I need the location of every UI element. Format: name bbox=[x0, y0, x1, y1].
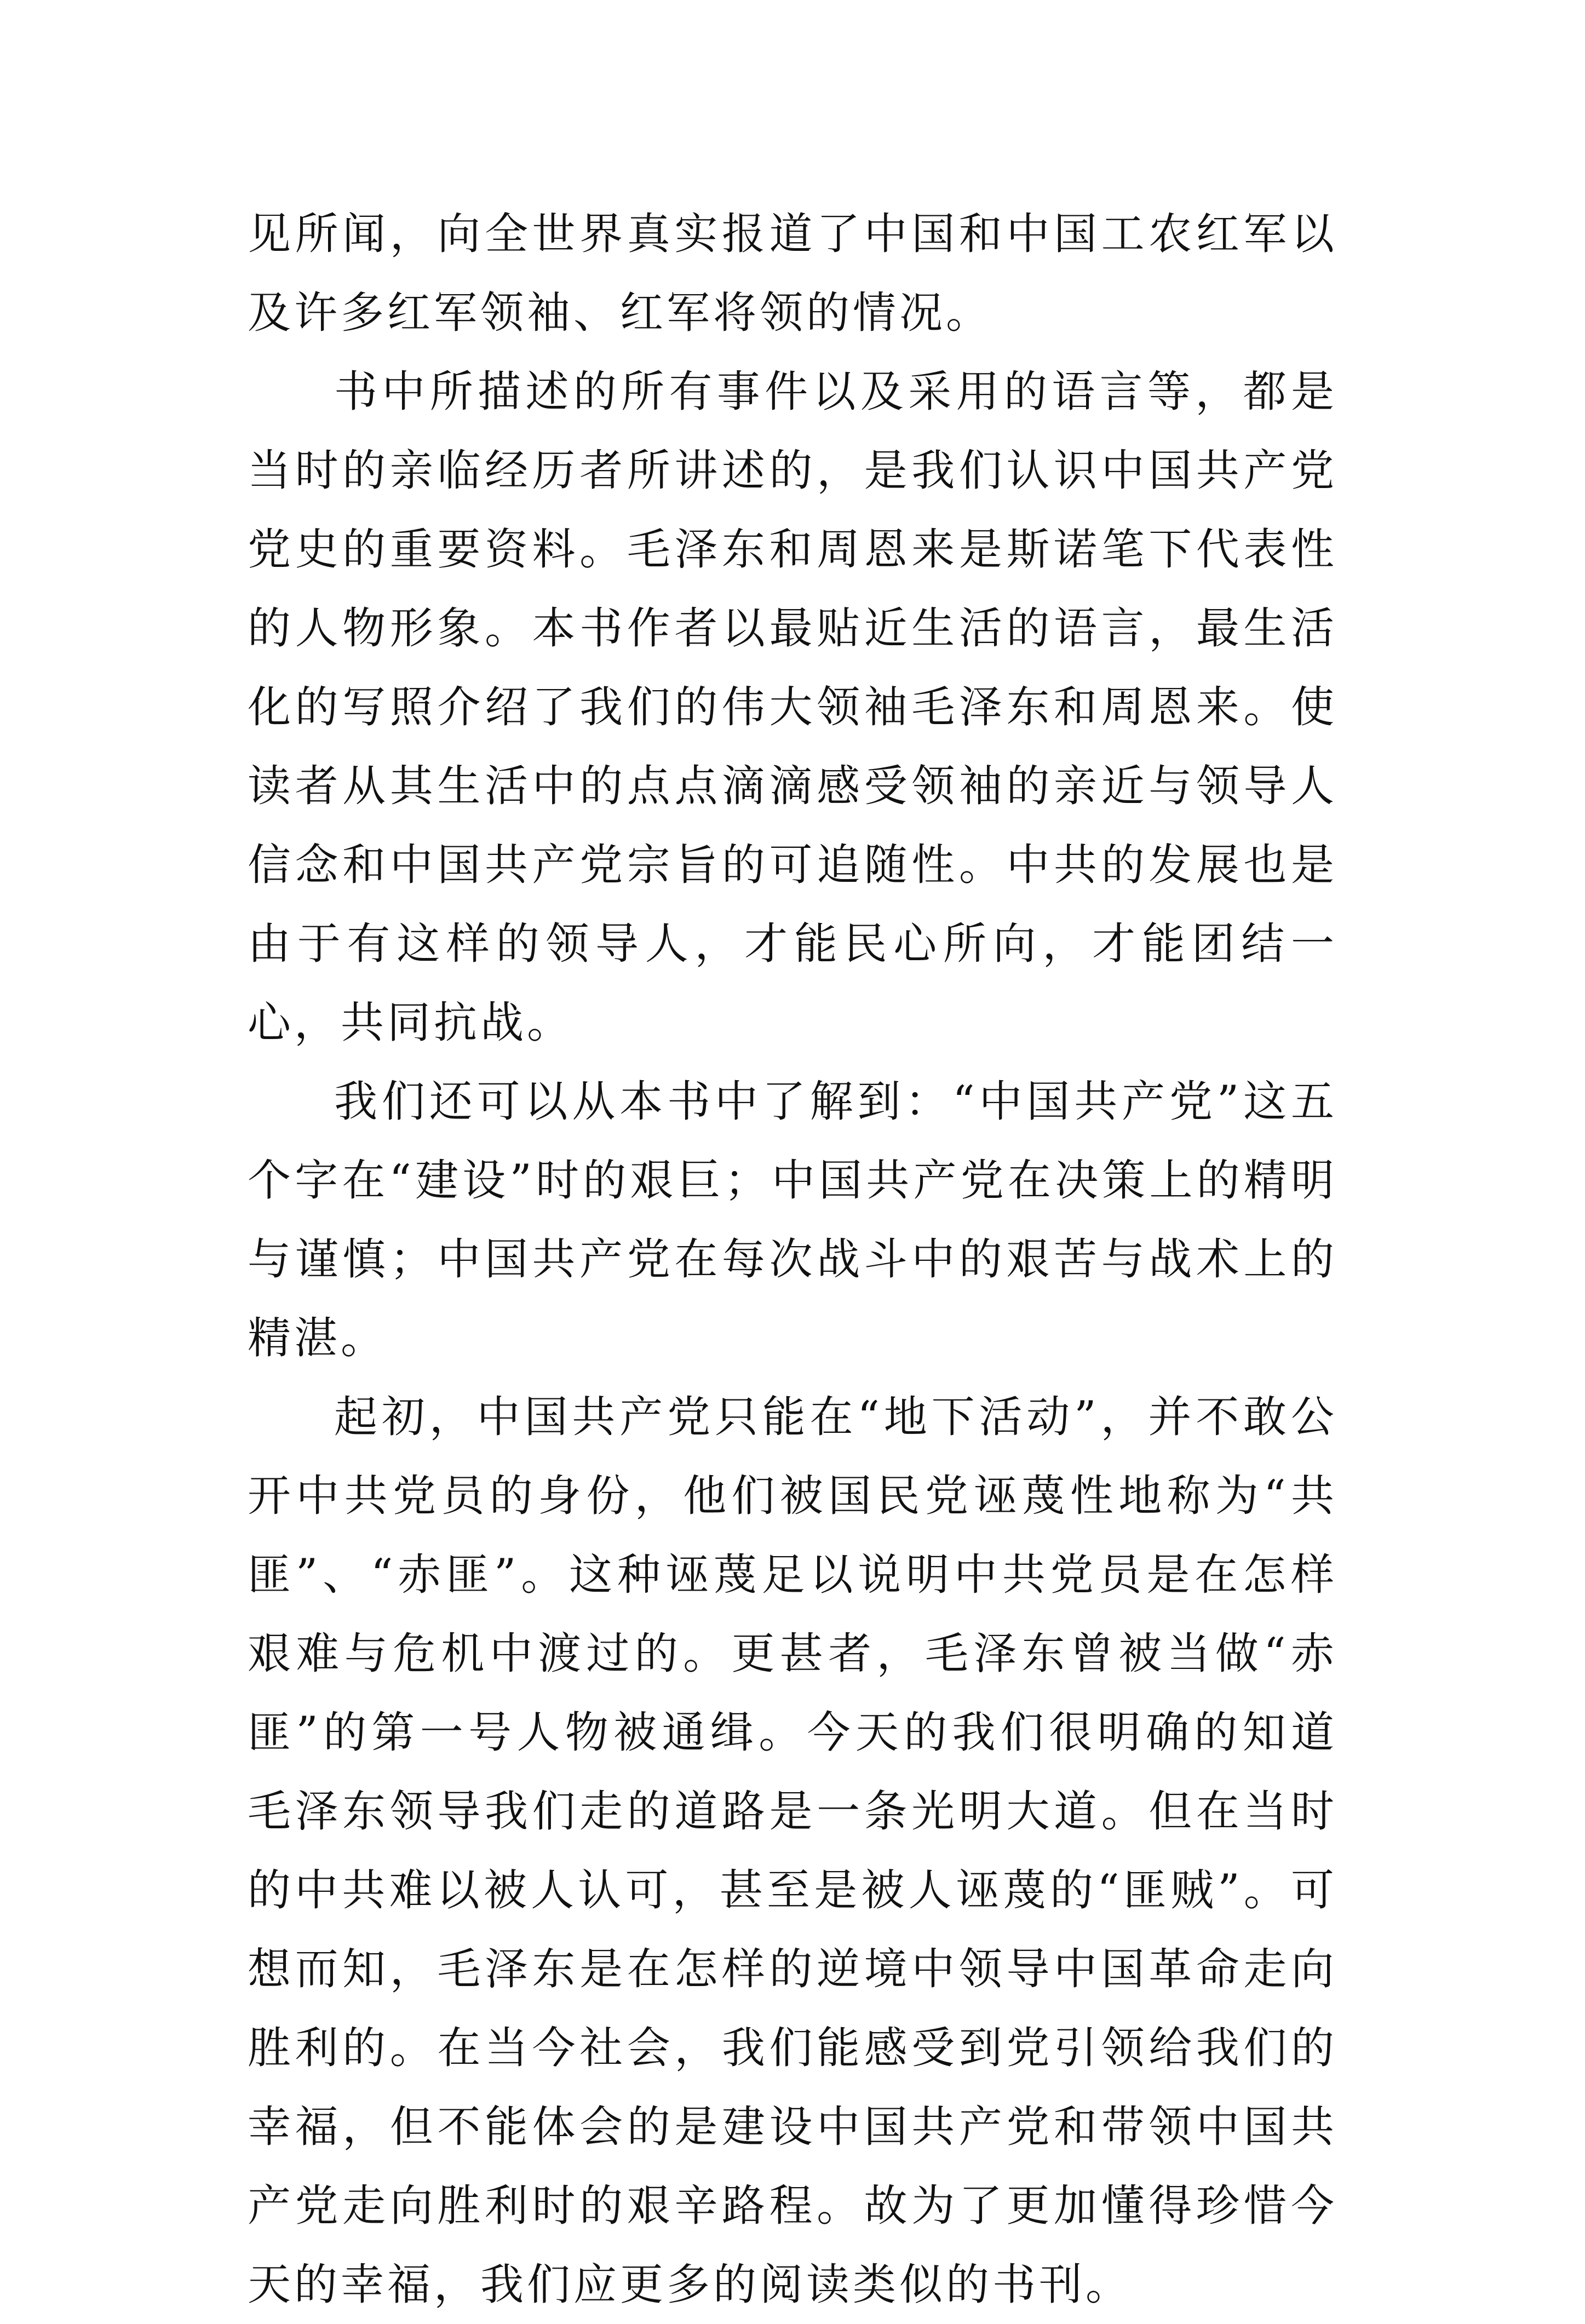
paragraph-book-description: 书中所描述的所有事件以及采用的语言等，都是当时的亲临经历者所讲述的，是我们认识中国共产党党史的重要资料。毛泽东和周恩来是斯诺笔下代表性的人物形象。本书作者以最贴近生活的语言，最生活化的写照介绍了我们的伟大领袖毛泽东和周恩来。使读者从其生活中的点点滴滴感受领袖的亲近与领导人信念和中国共产党宗旨的可追随性。中共的发展也是由于有这样的领导人，才能民心所向，才能团结一心，共同抗战。 bbox=[248, 366, 1337, 1048]
paragraph-party-understanding: 我们还可以从本书中了解到：“中国共产党”这五个字在“建设”时的艰巨；中国共产党在决策上的精明与谨慎；中国共产党在每次战斗中的艰苦与战术上的精湛。 bbox=[248, 1076, 1337, 1363]
paragraph-early-history: 起初，中国共产党只能在“地下活动”，并不敢公开中共党员的身份，他们被国民党诬蔑性地称为“共匪”、“赤匪”。这种诬蔑足以说明中共党员是在怎样艰难与危机中渡过的。更甚者，毛泽东曾被当做“赤匪”的第一号人物被通缉。今天的我们很明确的知道毛泽东领导我们走的道路是一条光明大道。但在当时的中共难以被人认可，甚至是被人诬蔑的“匪贼”。可想而知，毛泽东是在怎样的逆境中领导中国革命走向胜利的。在当今社会，我们能感受到党引领给我们的幸福，但不能体会的是建设中国共产党和带领中国共产党走向胜利时的艰辛路程。故为了更加懂得珍惜今天的幸福，我们应更多的阅读类似的书刊。 bbox=[248, 1392, 1337, 2310]
document-body bbox=[248, 194, 1337, 2324]
paragraph-continuation: 见所闻，向全世界真实报道了中国和中国工农红军以及许多红军领袖、红军将领的情况。 bbox=[248, 209, 1337, 338]
